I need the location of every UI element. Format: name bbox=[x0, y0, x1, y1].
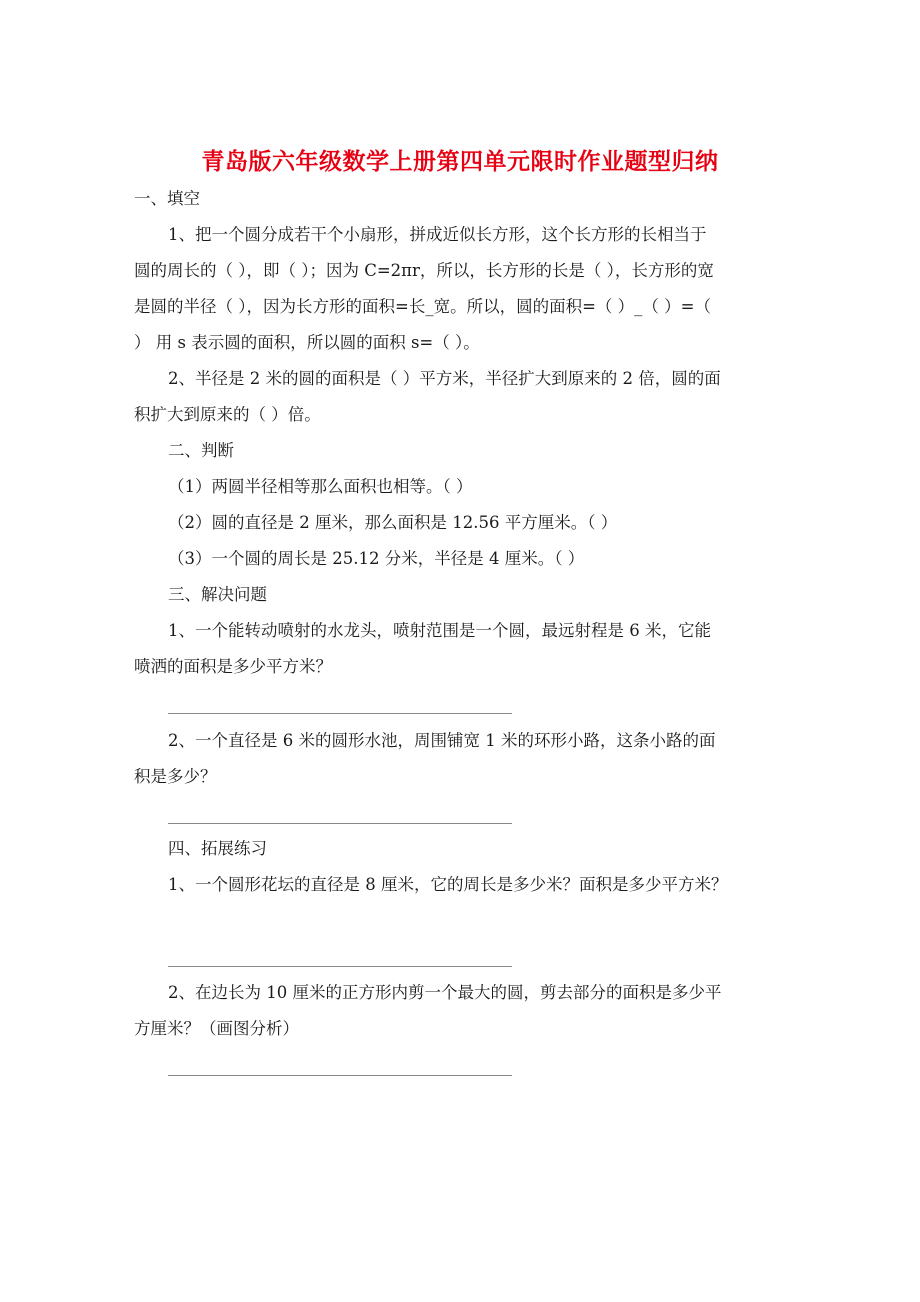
fill-q1-line2: 圆的周长的（ ），即（ ）；因为 C=2πr，所以，长方形的长是（ ），长方形的宽 bbox=[134, 261, 714, 280]
extension-q2-line2: 方厘米？（画图分析） bbox=[134, 1019, 299, 1038]
page-title: 青岛版六年级数学上册第四单元限时作业题型归纳 bbox=[201, 149, 719, 175]
problem-q1-line2: 喷洒的面积是多少平方米？ bbox=[134, 657, 332, 676]
answer-line bbox=[168, 823, 512, 824]
fill-q1-line1: 1、把一个圆分成若干个小扇形，拼成近似长方形，这个长方形的长相当于 bbox=[168, 225, 707, 244]
extension-q2-line1: 2、在边长为 10 厘米的正方形内剪一个最大的圆，剪去部分的面积是多少平 bbox=[168, 983, 722, 1002]
section-heading-extension: 四、拓展练习 bbox=[168, 839, 267, 858]
fill-q2-line2: 积扩大到原来的（ ）倍。 bbox=[134, 405, 321, 424]
section-heading-fill-in: 一、填空 bbox=[134, 189, 200, 208]
answer-line bbox=[168, 713, 512, 714]
fill-q1-line4: ） 用 s 表示圆的面积，所以圆的面积 s=（ ）。 bbox=[134, 333, 480, 352]
judge-item-2: （2）圆的直径是 2 厘米，那么面积是 12.56 平方厘米。（ ） bbox=[168, 513, 618, 532]
fill-q1-line3: 是圆的半径（ ），因为长方形的面积=长_宽。所以，圆的面积=（ ）_（ ）=（ bbox=[134, 297, 711, 316]
problem-q2-line1: 2、一个直径是 6 米的圆形水池，周围铺宽 1 米的环形小路，这条小路的面 bbox=[168, 731, 716, 750]
section-heading-judge: 二、判断 bbox=[168, 441, 234, 460]
judge-item-1: （1）两圆半径相等那么面积也相等。（ ） bbox=[168, 477, 473, 496]
answer-line bbox=[168, 966, 512, 967]
judge-item-3: （3）一个圆的周长是 25.12 分米，半径是 4 厘米。（ ） bbox=[168, 549, 585, 568]
problem-q2-line2: 积是多少？ bbox=[134, 767, 217, 786]
problem-q1-line1: 1、一个能转动喷射的水龙头，喷射范围是一个圆，最远射程是 6 米，它能 bbox=[168, 621, 711, 640]
extension-q1-line1: 1、一个圆形花坛的直径是 8 厘米，它的周长是多少米？面积是多少平方米？ bbox=[168, 875, 728, 894]
section-heading-problems: 三、解决问题 bbox=[168, 585, 267, 604]
answer-line bbox=[168, 1075, 512, 1076]
fill-q2-line1: 2、半径是 2 米的圆的面积是（ ）平方米，半径扩大到原来的 2 倍，圆的面 bbox=[168, 369, 721, 388]
